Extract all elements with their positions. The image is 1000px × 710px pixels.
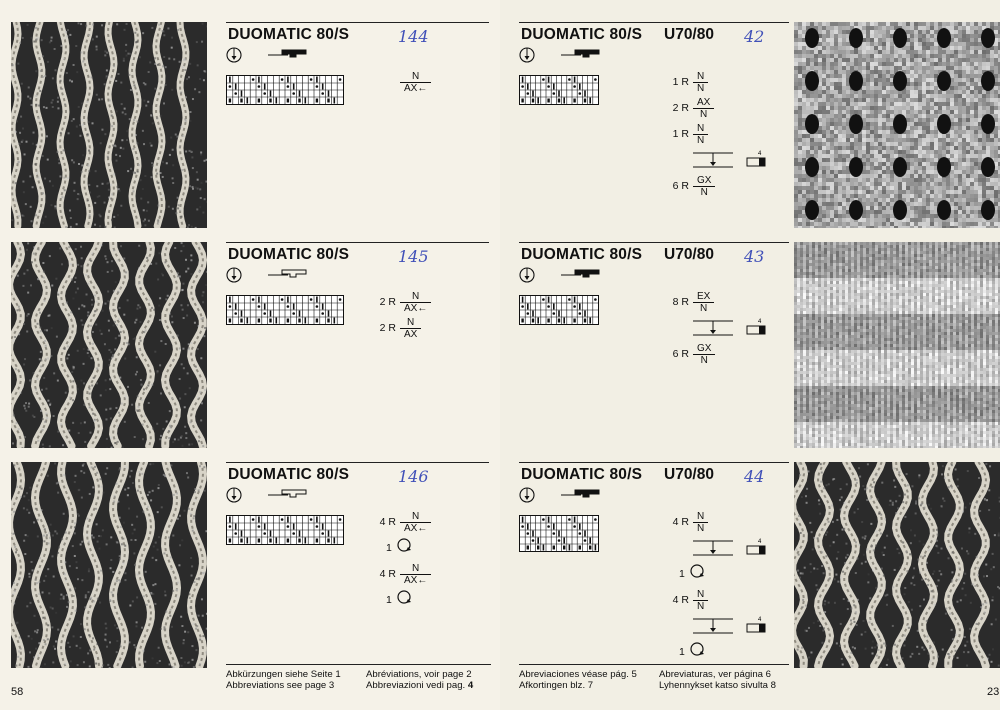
back-bed: AX←	[404, 83, 428, 94]
row-count: 2 R	[672, 102, 689, 114]
row-instruction	[669, 291, 769, 317]
model-title: U70/80	[664, 466, 714, 483]
row-instruction	[669, 71, 769, 97]
row-instruction	[376, 291, 431, 317]
footer-line: Abreviaturas, ver página 6	[659, 669, 771, 680]
loop-arrow-icon	[689, 641, 705, 657]
needle-setup-grid	[519, 75, 599, 105]
loop-arrow-icon	[396, 537, 412, 553]
pattern-panel	[519, 462, 789, 673]
footer-line: Abreviaciones véase pág. 5	[519, 669, 637, 680]
cam-setting	[693, 589, 708, 612]
cam-setting	[400, 71, 431, 94]
handwritten-number: 144	[398, 27, 429, 46]
front-bed: GX	[693, 343, 715, 355]
machine-title: DUOMATIC 80/S	[521, 26, 643, 43]
loop-arrow-icon	[396, 589, 412, 605]
machine-title: DUOMATIC 80/S	[521, 466, 643, 483]
row-instruction	[376, 563, 431, 589]
front-bed: EX	[693, 291, 714, 303]
carriage-icon	[268, 50, 306, 57]
row-instruction	[669, 589, 769, 615]
handwritten-number: 44	[744, 467, 765, 486]
cam-setting	[400, 511, 431, 534]
knit-swatch-photo	[794, 22, 1000, 228]
footer-line: Abréviations, voir page 2	[366, 669, 472, 680]
row-instruction	[376, 511, 431, 537]
carriage-setting-icons	[226, 265, 346, 283]
row-instruction	[669, 511, 769, 537]
front-bed: N	[400, 291, 431, 303]
row-instruction	[669, 97, 769, 123]
front-bed: N	[693, 123, 708, 135]
carriage-icon	[268, 490, 306, 497]
footer-line: Afkortingen blz. 7	[519, 680, 594, 691]
row-instruction	[376, 317, 431, 343]
instruction-list	[376, 291, 431, 343]
back-bed: AX←	[404, 575, 428, 586]
cam-setting	[693, 291, 714, 314]
cam-setting	[693, 511, 708, 534]
front-bed: N	[693, 511, 708, 523]
model-title: U70/80	[664, 246, 714, 263]
back-bed: AX	[404, 329, 418, 340]
instruction-list	[376, 511, 431, 615]
transfer-mark: 4	[758, 539, 762, 545]
row-count: 1 R	[672, 128, 689, 140]
loop-count: 1	[386, 542, 392, 554]
knit-swatch-photo	[11, 242, 207, 448]
handwritten-number: 42	[744, 27, 765, 46]
carriage-setting-icons	[519, 45, 639, 63]
transfer-step	[669, 537, 769, 563]
front-bed: GX	[693, 175, 715, 187]
page-number: 23	[987, 686, 1000, 698]
front-bed: N	[400, 511, 431, 523]
transfer-icon	[693, 149, 769, 171]
carriage-icon	[561, 490, 599, 497]
knit-swatch-photo	[11, 462, 207, 668]
back-bed: N	[700, 109, 708, 120]
machine-title: DUOMATIC 80/S	[521, 246, 643, 263]
row-count: 1 R	[672, 76, 689, 88]
loop-arrow-icon	[689, 563, 705, 579]
carriage-icon	[268, 270, 306, 277]
carriage-icon	[561, 50, 599, 57]
footer-line: Abbreviazioni vedi pag.	[366, 680, 466, 691]
loop-step	[376, 537, 431, 563]
front-bed: N	[400, 563, 431, 575]
abbreviations-footer	[226, 664, 491, 691]
knit-swatch-photo	[11, 22, 207, 228]
right-page	[500, 0, 1000, 710]
cam-setting	[693, 97, 714, 120]
instruction-list	[669, 511, 769, 667]
machine-title: DUOMATIC 80/S	[228, 246, 350, 263]
row-instruction	[669, 175, 769, 201]
transfer-icon	[693, 317, 769, 339]
footer-line: Abkürzungen siehe Seite 1	[226, 669, 341, 680]
abbreviations-footer	[519, 664, 789, 691]
loop-count: 1	[679, 568, 685, 580]
model-title: U70/80	[664, 26, 714, 43]
needle-setup-grid	[519, 515, 599, 552]
transfer-mark: 4	[758, 617, 762, 623]
row-count: 2 R	[379, 322, 396, 334]
transfer-icon	[693, 537, 769, 559]
row-instruction	[669, 343, 769, 369]
needle-setup-grid	[226, 295, 344, 325]
cam-setting	[693, 175, 715, 198]
row-count: 4 R	[379, 516, 396, 528]
back-bed: N	[697, 135, 705, 146]
carriage-setting-icons	[519, 485, 639, 503]
transfer-icon	[693, 615, 769, 637]
carriage-setting-icons	[226, 45, 346, 63]
loop-count: 1	[679, 646, 685, 658]
needle-setup-grid	[519, 295, 599, 325]
footer-line: Abbreviations see page 3	[226, 680, 335, 691]
pattern-panel	[226, 22, 489, 233]
back-bed: AX←	[404, 523, 428, 534]
needle-setup-grid	[226, 75, 344, 105]
row-count: 4 R	[379, 568, 396, 580]
carriage-setting-icons	[226, 485, 346, 503]
front-bed: N	[400, 71, 431, 83]
cam-setting	[400, 317, 421, 340]
loop-step	[669, 563, 769, 589]
knit-swatch-photo	[794, 462, 1000, 668]
back-bed: N	[700, 355, 708, 366]
loop-step	[376, 589, 431, 615]
knit-swatch-photo	[794, 242, 1000, 448]
carriage-setting-icons	[519, 265, 639, 283]
row-count: 6 R	[672, 180, 689, 192]
back-bed: N	[697, 601, 705, 612]
cam-setting	[400, 291, 431, 314]
row-count: 6 R	[672, 348, 689, 360]
back-bed: N	[700, 303, 708, 314]
row-count	[376, 71, 396, 76]
pattern-panel	[519, 242, 789, 453]
front-bed: AX	[693, 97, 714, 109]
handwritten-number: 145	[398, 247, 429, 266]
cam-setting	[693, 123, 708, 146]
instruction-list	[669, 71, 769, 201]
back-bed: N	[700, 187, 708, 198]
pattern-panel	[226, 462, 489, 673]
cam-setting	[693, 343, 715, 366]
cam-setting	[693, 71, 708, 94]
transfer-step	[669, 615, 769, 641]
pattern-panel	[226, 242, 489, 453]
machine-title: DUOMATIC 80/S	[228, 26, 350, 43]
needle-setup-grid	[226, 515, 344, 545]
front-bed: N	[400, 317, 421, 329]
loop-count: 1	[386, 594, 392, 606]
carriage-icon	[561, 270, 599, 277]
transfer-mark: 4	[758, 319, 762, 325]
transfer-step	[669, 149, 769, 175]
front-bed: N	[693, 71, 708, 83]
back-bed: N	[697, 523, 705, 534]
footer-line: Lyhennykset katso sivulta 8	[659, 680, 776, 691]
instruction-list	[376, 71, 431, 97]
transfer-step	[669, 317, 769, 343]
row-count: 4 R	[672, 594, 689, 606]
transfer-mark: 4	[758, 151, 762, 157]
handwritten-number: 43	[744, 247, 765, 266]
machine-title: DUOMATIC 80/S	[228, 466, 350, 483]
row-instruction	[376, 71, 431, 97]
handwritten-number: 146	[398, 467, 429, 486]
page-number: 58	[11, 686, 24, 698]
row-count: 2 R	[379, 296, 396, 308]
instruction-list	[669, 291, 769, 369]
row-count: 8 R	[672, 296, 689, 308]
footer-page-ref: 4	[467, 680, 474, 691]
front-bed: N	[693, 589, 708, 601]
row-instruction	[669, 123, 769, 149]
back-bed: AX←	[404, 303, 428, 314]
back-bed: N	[697, 83, 705, 94]
pattern-panel	[519, 22, 789, 233]
row-count: 4 R	[672, 516, 689, 528]
cam-setting	[400, 563, 431, 586]
